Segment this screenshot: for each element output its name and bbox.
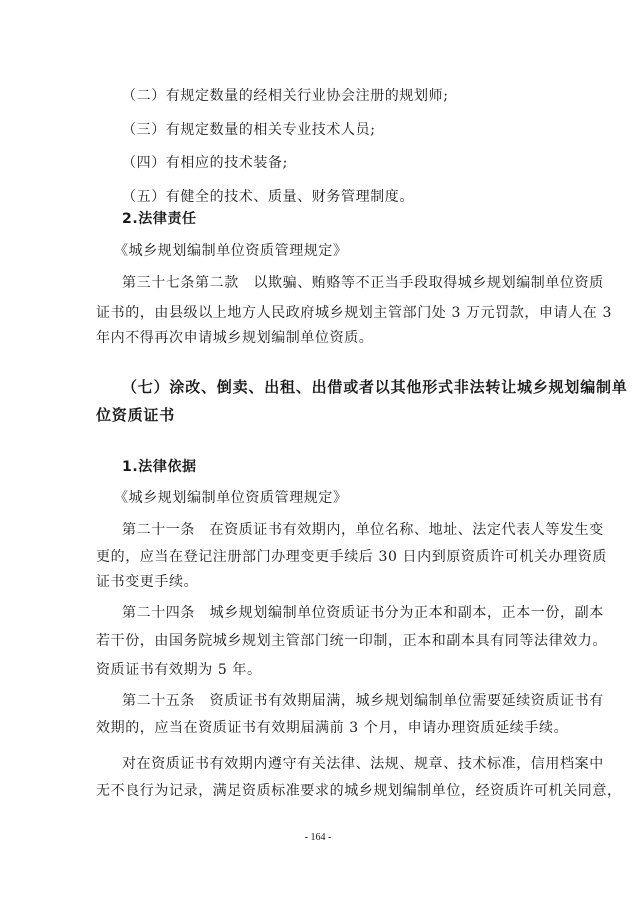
article-21-line-1: 第二十一条 在资质证书有效期内，单位名称、地址、法定代表人等发生变 xyxy=(122,522,604,538)
article-25-line-1: 第二十五条 资质证书有效期届满，城乡规划编制单位需要延续资质证书有 xyxy=(122,693,604,709)
list-item-qualification-5: （五）有健全的技术、质量、财务管理制度。 xyxy=(122,189,414,205)
article-21-line-3: 证书变更手续。 xyxy=(96,574,199,590)
article-37-line-3: 年内不得再次申请城乡规划编制单位资质。 xyxy=(96,330,374,346)
article-37-line-2: 证书的，由县级以上地方人民政府城乡规划主管部门处 3 万元罚款，申请人在 3 xyxy=(96,305,612,321)
subsection-heading-line-2: 位资质证书 xyxy=(96,406,176,424)
list-item-qualification-2: （二）有规定数量的经相关行业协会注册的规划师; xyxy=(122,88,449,104)
page-number: - 164 - xyxy=(304,832,332,843)
article-21-line-2: 更的，应当在登记注册部门办理变更手续后 30 日内到原资质许可机关办理资质 xyxy=(96,549,607,565)
article-24-line-3: 资质证书有效期为 5 年。 xyxy=(96,662,262,678)
list-item-qualification-4: （四）有相应的技术装备; xyxy=(122,155,288,171)
final-paragraph-line-1: 对在资质证书有效期内遵守有关法律、法规、规章、技术标准，信用档案中 xyxy=(122,756,604,772)
article-37-line-1: 第三十七条第二款 以欺骗、贿赂等不正当手段取得城乡规划编制单位资质 xyxy=(122,275,604,291)
section-heading-legal-liability: 2.法律责任 xyxy=(122,211,197,227)
list-item-qualification-3: （三）有规定数量的相关专业技术人员; xyxy=(122,122,376,138)
article-25-line-2: 效期的，应当在资质证书有效期届满前 3 个月，申请办理资质延续手续。 xyxy=(96,720,569,736)
subsection-heading-line-1: （七）涂改、倒卖、出租、出借或者以其他形式非法转让城乡规划编制单 xyxy=(122,378,628,396)
article-24-line-2: 若干份，由国务院城乡规划主管部门统一印制，正本和副本具有同等法律效力。 xyxy=(96,633,607,649)
section-heading-legal-basis: 1.法律依据 xyxy=(122,459,197,475)
final-paragraph-line-2: 无不良行为记录，满足资质标准要求的城乡规划编制单位，经资质许可机关同意， xyxy=(96,783,622,799)
regulation-title: 《城乡规划编制单位资质管理规定》 xyxy=(114,243,348,259)
article-24-line-1: 第二十四条 城乡规划编制单位资质证书分为正本和副本，正本一份，副本 xyxy=(122,605,604,621)
regulation-title-2: 《城乡规划编制单位资质管理规定》 xyxy=(114,490,348,506)
